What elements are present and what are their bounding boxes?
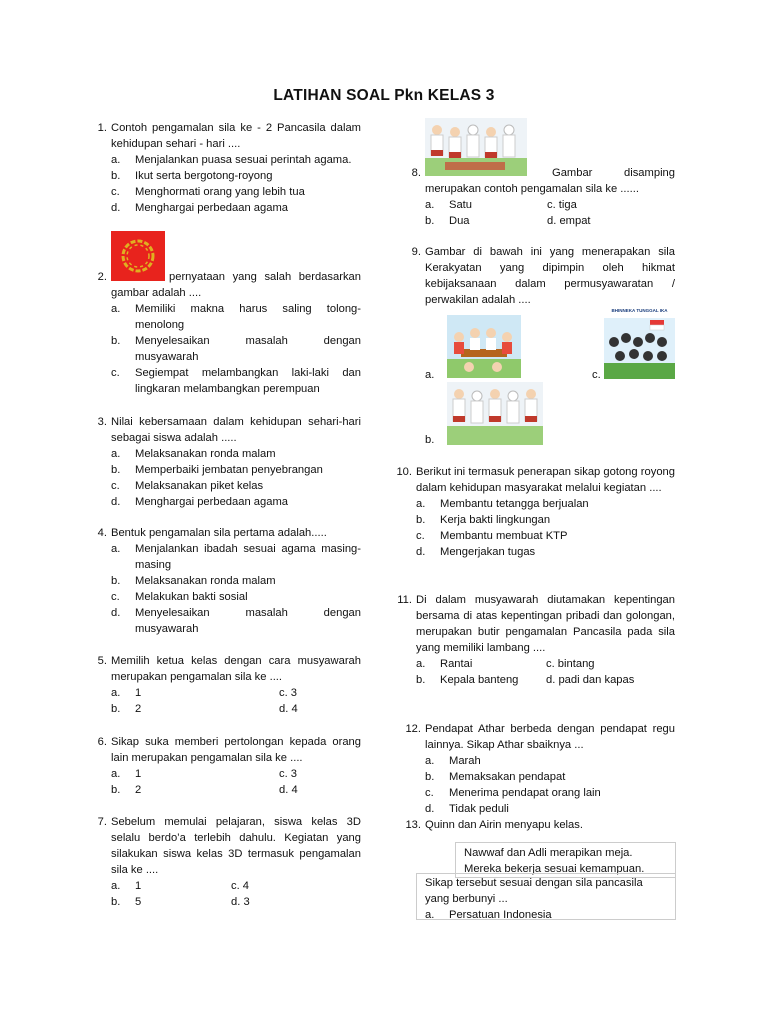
option[interactable]: d. padi dan kapas [546, 674, 635, 686]
question-9 [411, 244, 675, 308]
option[interactable]: d. Menghargai perbedaan agama [111, 496, 289, 508]
question-stem: merupakan contoh pengamalan sila ke ...... [425, 183, 639, 195]
question-number: 2. [97, 271, 107, 283]
discussion-illustration-image[interactable] [447, 315, 521, 378]
option[interactable]: a. Marah [425, 755, 481, 767]
question-stem: pernyataan yang salah berdasarkan gambar adalah .... [111, 271, 361, 299]
question-stem-word: disamping [624, 167, 675, 179]
question-number: 5. [97, 655, 107, 667]
option[interactable]: a. Membantu tetangga berjualan [416, 498, 589, 510]
option[interactable]: c. Melaksanakan piket kelas [111, 480, 264, 492]
option[interactable]: b. Memperbaiki jembatan penyebrangan [111, 464, 323, 476]
question-number: 4. [97, 527, 107, 539]
question-4 [97, 525, 361, 637]
question-stem: Sikap suka memberi pertolongan kepada orang lain merupakan pengamalan sila ke .... [111, 736, 361, 764]
question-stem: Pendapat Athar berbeda dengan pendapat regu lainnya. Sikap Athar sbaiknya ... [425, 723, 675, 751]
question-stem: Sebelum memulai pelajaran, siswa kelas 3D selalu berdo’a terlebih dahulu. Kegiatan yang silakukan siswa kelas 3D termasuk pengamalan sila ke .... [111, 816, 361, 876]
question-2 [97, 269, 361, 397]
question-number: 9. [411, 246, 421, 258]
option[interactable]: c. tiga [547, 199, 577, 211]
option[interactable]: a. Memiliki makna harus saling tolong-menolong [111, 303, 361, 331]
scenario-line: Nawwaf dan Adli merapikan meja. [464, 847, 633, 859]
question-stem: Di dalam musyawarah diutamakan kepentingan bersama di atas kepentingan pribadi dan golongan, merupakan butir pengamalan Pancasila pada sila yang memiliki lambang .... [416, 594, 675, 654]
question-stem: Contoh pengamalan sila ke - 2 Pancasila dalam kehidupan sehari - hari .... [111, 122, 361, 150]
option[interactable]: a. Melaksanakan ronda malam [111, 448, 276, 460]
option[interactable]: b. 2 [111, 784, 142, 796]
option[interactable]: c. bintang [546, 658, 595, 670]
diversity-illustration-image[interactable] [604, 308, 675, 379]
question-stem: Berikut ini termasuk penerapan sikap gotong royong dalam kehidupan masyarakat melalui kegiatan .... [416, 466, 675, 494]
option[interactable]: b. Kerja bakti lingkungan [416, 514, 551, 526]
option[interactable]: a. Satu [425, 199, 473, 211]
option[interactable]: a. Rantai [416, 658, 473, 670]
option[interactable]: c. 3 [279, 768, 298, 780]
option[interactable]: d. Tidak peduli [425, 803, 509, 815]
option[interactable]: a. Persatuan Indonesia [425, 909, 552, 921]
option[interactable]: c. Membantu membuat KTP [416, 530, 568, 542]
option[interactable]: c. 3 [279, 687, 298, 699]
option[interactable]: d. Menghargai perbedaan agama [111, 202, 289, 214]
banner-text: BHINNEKA TUNGGAL IKA [611, 308, 668, 313]
option-label[interactable]: b. [425, 434, 435, 446]
question-10 [396, 464, 675, 560]
option[interactable]: d. 4 [279, 703, 298, 715]
option[interactable]: d. Menyelesaikan masalah dengan musyawarah [111, 607, 361, 635]
question-number: 10. [396, 466, 412, 478]
option[interactable]: b. Menyelesaikan masalah dengan musyawarah [111, 335, 361, 363]
question-3 [97, 414, 361, 510]
option[interactable]: a. Menjalankan puasa sesuai perintah agama. [111, 154, 352, 166]
question-number: 6. [97, 736, 107, 748]
question-12 [405, 721, 675, 817]
question-continuation-box [416, 873, 676, 920]
question-stem-word: Gambar [552, 167, 593, 179]
question-stem: Memilih ketua kelas dengan cara musyawarah merupakan pengamalan sila ke .... [111, 655, 361, 683]
question-stem: Sikap tersebut sesuai dengan sila pancasila yang berbunyi ... [425, 877, 643, 905]
question-13 [405, 817, 675, 833]
option[interactable]: b. Melaksanakan ronda malam [111, 575, 276, 587]
question-8 [411, 165, 675, 229]
option[interactable]: a. 1 [111, 687, 142, 699]
prayer-illustration-image[interactable] [447, 382, 543, 445]
option[interactable]: d. 3 [231, 896, 250, 908]
question-1 [97, 120, 361, 216]
question-stem: Quinn dan Airin menyapu kelas. [425, 819, 583, 831]
question-stem: Nilai kebersamaan dalam kehidupan sehari-hari sebagai siswa adalah ..... [111, 416, 361, 444]
option[interactable]: c. Menerima pendapat orang lain [425, 787, 601, 799]
option[interactable]: d. 4 [279, 784, 298, 796]
question-number: 3. [97, 416, 107, 428]
question-number: 13. [405, 819, 421, 831]
question-number: 1. [97, 122, 107, 134]
option[interactable]: b. Kepala banteng [416, 674, 519, 686]
option[interactable]: c. 4 [231, 880, 250, 892]
option[interactable]: c. Melakukan bakti sosial [111, 591, 248, 603]
option[interactable]: a. Menjalankan ibadah sesuai agama masing-masing [111, 543, 361, 571]
option[interactable]: a. 1 [111, 768, 142, 780]
question-5 [97, 653, 361, 717]
option-label[interactable]: c. [592, 369, 601, 381]
option[interactable]: b. 2 [111, 703, 142, 715]
scenario-line: Mereka bekerja sesuai kemampuan. [464, 863, 645, 875]
question-6 [97, 734, 361, 798]
question-stem: Gambar di bawah ini yang menerapakan sila Kerakyatan yang dipimpin oleh hikmat kebijaksanaan dalam permusyawaratan / perwakilan adalah .... [425, 246, 675, 306]
option[interactable]: b. Ikut serta bergotong-royong [111, 170, 273, 182]
question-7 [97, 814, 361, 910]
option[interactable]: c. Menghormati orang yang lebih tua [111, 186, 305, 198]
option[interactable]: b. Dua [425, 215, 470, 227]
question-number: 7. [97, 816, 107, 828]
option[interactable]: a. 1 [111, 880, 142, 892]
option-label[interactable]: a. [425, 369, 435, 381]
option[interactable]: b. Memaksakan pendapat [425, 771, 566, 783]
option[interactable]: d. Mengerjakan tugas [416, 546, 536, 558]
question-11 [397, 592, 675, 688]
question-number: 8. [411, 167, 421, 179]
question-number: 12. [405, 723, 421, 735]
question-stem: Bentuk pengamalan sila pertama adalah..... [111, 527, 327, 539]
page-title: LATIHAN SOAL Pkn KELAS 3 [273, 87, 495, 104]
question-number: 11. [397, 594, 412, 606]
option[interactable]: b. 5 [111, 896, 142, 908]
option[interactable]: d. empat [547, 215, 591, 227]
option[interactable]: c. Segiempat melambangkan laki-laki dan lingkaran melambangkan perempuan [111, 367, 361, 395]
